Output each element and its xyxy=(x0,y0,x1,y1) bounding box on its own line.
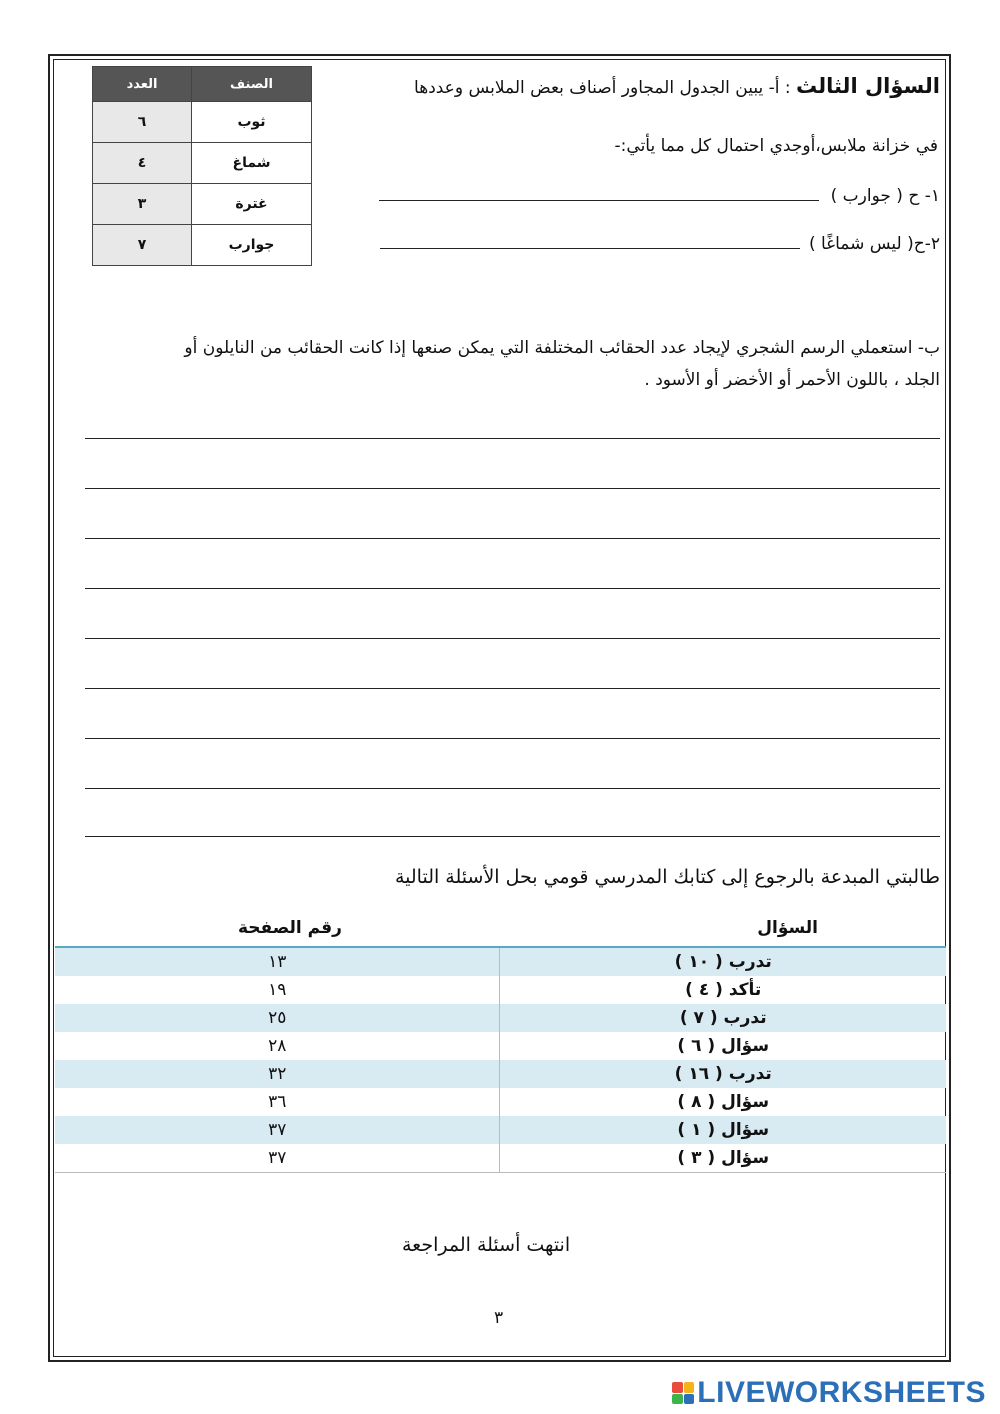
answer-line[interactable] xyxy=(85,438,940,439)
reference-page: ٢٥ xyxy=(55,1004,500,1032)
item1-answer-blank[interactable] xyxy=(379,200,819,201)
answer-line[interactable] xyxy=(85,588,940,589)
clothes-header-category: الصنف xyxy=(192,67,312,102)
liveworksheets-wordmark: LIVEWORKSHEETS xyxy=(697,1376,986,1409)
question-a-item2 xyxy=(380,234,940,254)
reference-page: ٣٧ xyxy=(55,1144,500,1173)
reference-page: ٣٦ xyxy=(268,1092,287,1112)
reference-question: تدرب ( ٧ ) xyxy=(500,1004,946,1032)
clothes-category: جوارب xyxy=(192,225,312,266)
clothes-count: ٣ xyxy=(93,184,192,225)
references-intro: طالبتي المبدعة بالرجوع إلى كتابك المدرسي قومي بحل الأسئلة التالية xyxy=(394,866,940,888)
clothes-row xyxy=(93,225,312,266)
answer-line[interactable] xyxy=(85,538,940,539)
reference-question: تدرب ( ١٠ ) xyxy=(500,947,946,976)
table-row xyxy=(55,1060,946,1088)
clothes-row xyxy=(93,143,312,184)
reference-question: تأكد ( ٤ ) xyxy=(500,976,946,1004)
clothes-row xyxy=(93,102,312,143)
reference-page: ١٩ xyxy=(268,980,287,1000)
end-note: انتهت أسئلة المراجعة xyxy=(402,1234,571,1256)
clothes-count: ٦ xyxy=(93,102,192,143)
table-row xyxy=(55,1144,946,1173)
question-title: السؤال الثالث xyxy=(795,74,940,98)
item2-label: ٢-ح( ليس شماغًا ) xyxy=(808,234,940,254)
clothes-header-count: العدد xyxy=(93,67,192,102)
reference-question: تدرب ( ١٦ ) xyxy=(500,1060,946,1088)
item2-answer-blank[interactable] xyxy=(380,248,800,249)
reference-question: سؤال ( ٦ ) xyxy=(500,1032,946,1060)
table-row xyxy=(55,947,946,976)
clothes-category: شماغ xyxy=(192,143,312,184)
answer-line[interactable] xyxy=(85,836,940,837)
table-row xyxy=(55,1116,946,1144)
answer-line[interactable] xyxy=(85,488,940,489)
page-number: ٣ xyxy=(494,1308,504,1328)
references-col-page: رقم الصفحة xyxy=(238,918,342,938)
reference-question: سؤال ( ٨ ) xyxy=(500,1088,946,1116)
reference-question: سؤال ( ١ ) xyxy=(500,1116,946,1144)
answer-line[interactable] xyxy=(85,688,940,689)
reference-page: ٣٢ xyxy=(55,1060,500,1088)
answer-line[interactable] xyxy=(85,638,940,639)
references-table xyxy=(55,946,946,1173)
question-a-intro: : أ- يبين الجدول المجاور أصناف بعض الملابس وعددها xyxy=(414,78,796,98)
question-b-line1: ب- استعملي الرسم الشجري لإيجاد عدد الحقائب المختلفة التي يمكن صنعها إذا كانت الحقائب من النايلون أو xyxy=(184,338,940,358)
reference-page: ٣٧ xyxy=(55,1116,500,1144)
reference-page: ١٣ xyxy=(55,947,500,976)
question-a-line2: في خزانة ملابس،أوجدي احتمال كل مما يأتي:- xyxy=(614,136,938,156)
question-a-item1 xyxy=(379,186,940,206)
references-col-question: السؤال xyxy=(757,918,818,938)
clothes-category: ثوب xyxy=(192,102,312,143)
clothes-count: ٤ xyxy=(93,143,192,184)
clothes-category: غترة xyxy=(192,184,312,225)
table-row xyxy=(55,1032,946,1060)
answer-line[interactable] xyxy=(85,788,940,789)
liveworksheets-icon xyxy=(672,1382,694,1404)
liveworksheets-logo xyxy=(672,1376,986,1410)
clothes-table xyxy=(92,66,312,266)
clothes-count: ٧ xyxy=(93,225,192,266)
question-b-line2: الجلد ، باللون الأحمر أو الأخضر أو الأسود . xyxy=(644,370,940,390)
table-row xyxy=(55,1004,946,1032)
reference-page: ٢٨ xyxy=(268,1036,287,1056)
answer-line[interactable] xyxy=(85,738,940,739)
table-row xyxy=(55,1088,946,1116)
question-a-heading xyxy=(414,74,940,98)
reference-question: سؤال ( ٣ ) xyxy=(500,1144,946,1173)
clothes-row xyxy=(93,184,312,225)
table-row xyxy=(55,976,946,1004)
item1-label: ١- ح ( جوارب ) xyxy=(830,186,940,206)
